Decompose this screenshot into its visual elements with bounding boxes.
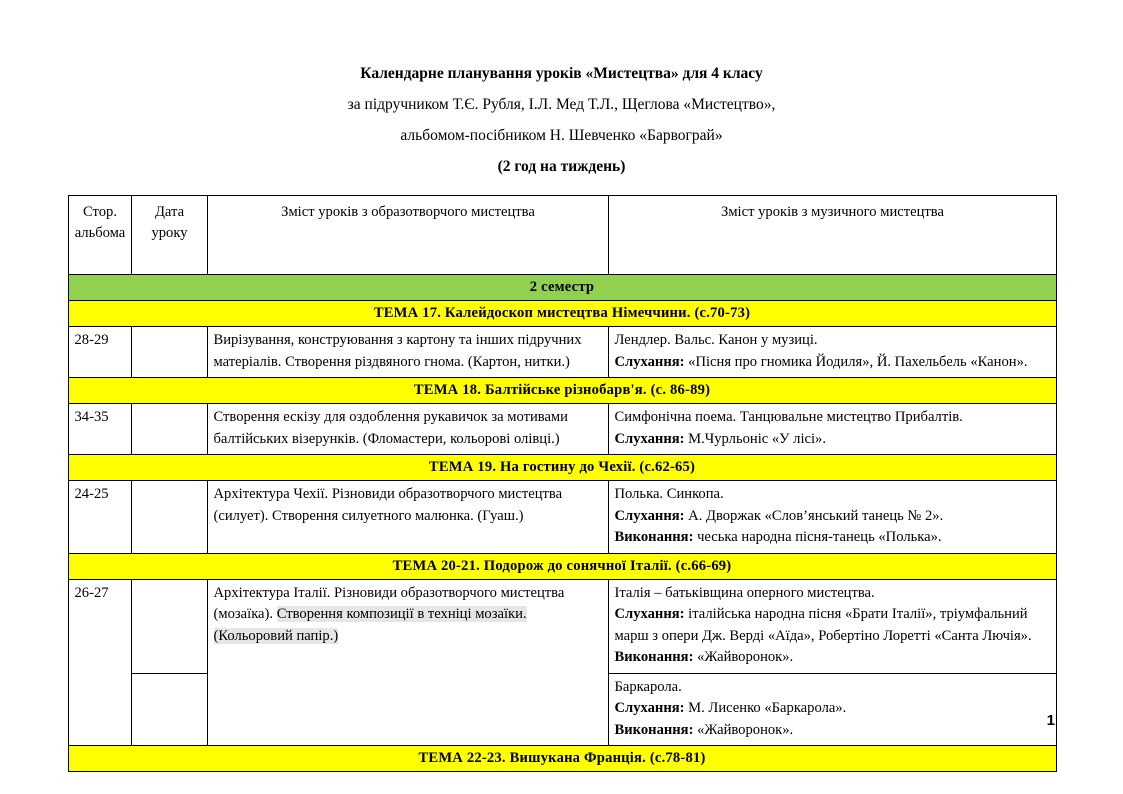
row-music-content (608, 673, 1056, 746)
row-pages: 26-27 (68, 579, 131, 746)
row-date (131, 481, 207, 554)
theme-banner-label-17: ТЕМА 17. Калейдоскоп мистецтва Німеччини. (с.70-73) (68, 301, 1056, 327)
table-row (68, 404, 1056, 455)
row-art-content (207, 404, 608, 455)
semester-banner-row (68, 275, 1056, 301)
theme-banner-row (68, 746, 1056, 772)
row-date (131, 404, 207, 455)
document-title-line-2: за підручником Т.Є. Рубля, І.Л. Мед Т.Л., Щеглова «Мистецтво», (347, 96, 776, 113)
row-pages: 24-25 (68, 481, 131, 554)
plan-table-container (68, 195, 1056, 772)
theme-banner-label-18: ТЕМА 18. Балтійське різнобарв'я. (с. 86-89) (68, 378, 1056, 404)
music-label-performance: Виконання: (614, 721, 694, 738)
document-title-line-4: (2 год на тиждень) (497, 158, 626, 175)
music-label-listening: Слухання: (614, 507, 685, 524)
music-label-listening: Слухання: (614, 430, 685, 447)
row-music-content (608, 579, 1056, 673)
music-label-performance: Виконання: (614, 529, 694, 545)
row-art-content (207, 481, 608, 554)
row-pages: 34-35 (68, 404, 131, 455)
music-label-listening: Слухання: (614, 700, 685, 716)
document-heading (0, 0, 1123, 182)
music-label-listening: Слухання: (614, 606, 685, 622)
music-performance-text: чеська народна пісня-танець «Полька». (693, 529, 942, 545)
theme-banner-row (68, 378, 1056, 404)
table-row (68, 579, 1056, 673)
art-text-highlighted: Створення композиції в техніці мозаїки. (Кольоровий папір.) (213, 606, 527, 644)
theme-banner-row (68, 553, 1056, 579)
theme-banner-label-20-21: ТЕМА 20-21. Подорож до сонячної Італії. (с.66-69) (68, 553, 1056, 579)
music-text: Лендлер. Вальс. Канон у музиці. (614, 332, 818, 348)
theme-banner-label-19: ТЕМА 19. На гостину до Чехії. (с.62-65) (68, 455, 1056, 481)
row-music-content (608, 481, 1056, 554)
music-listening-text: М. Лисенко «Баркарола». (684, 700, 847, 716)
theme-banner-label-22-23: ТЕМА 22-23. Вишукана Франція. (с.78-81) (68, 746, 1056, 772)
header-col-date: Дата уроку (131, 196, 207, 275)
page-number: 1 (1046, 712, 1055, 729)
header-col-music: Зміст уроків з музичного мистецтва (608, 196, 1056, 275)
header-col-art: Зміст уроків з образотворчого мистецтва (207, 196, 608, 275)
theme-banner-row (68, 301, 1056, 327)
music-listening-text: М.Чурльоніс «У лісі». (684, 430, 826, 447)
table-row (68, 327, 1056, 378)
art-text: Архітектура Чехії. Різновиди образотворчого мистецтва (силует). Створення силуетного малюнка. (Гуаш.) (213, 486, 563, 524)
music-label-performance: Виконання: (614, 649, 694, 665)
header-col-page: Стор. альбома (68, 196, 131, 275)
row-date (131, 673, 207, 746)
document-title-line-3: альбомом-посібником Н. Шевченко «Барвограй» (400, 127, 723, 144)
row-pages: 28-29 (68, 327, 131, 378)
music-performance-text: «Жайворонок». (693, 649, 794, 665)
row-music-content (608, 404, 1056, 455)
lesson-plan-table (68, 195, 1057, 772)
music-listening-text: італійська народна пісня «Брати Італії», тріумфальний марш з опери Дж. Верді «Аїда», Робертіно Лоретті «Санта Лючія». (614, 606, 1032, 644)
row-art-content (207, 579, 608, 746)
table-row (68, 481, 1056, 554)
music-text: Симфонічна поема. Танцювальне мистецтво Прибалтів. (614, 409, 963, 425)
table-header-row (68, 196, 1056, 275)
music-listening-text: А. Дворжак «Слов’янський танець № 2». (684, 507, 944, 524)
music-text: Баркарола. (614, 678, 682, 695)
music-text: Італія – батьківщина оперного мистецтва. (614, 584, 875, 601)
music-label-listening: Слухання: (614, 353, 685, 370)
music-performance-text: «Жайворонок». (693, 721, 794, 738)
row-date (131, 327, 207, 378)
document-title-line-1: Календарне планування уроків «Мистецтва» для 4 класу (360, 65, 763, 82)
art-text: Вирізування, конструювання з картону та інших підручних матеріалів. Створення різдвяного гнома. (Картон, нитки.) (213, 332, 582, 370)
art-text: Архітектура Італії. Різновиди образотворчого мистецтва (мозаїка). (213, 584, 565, 622)
row-art-content (207, 327, 608, 378)
music-text: Полька. Синкопа. (614, 486, 724, 502)
art-text: Створення ескізу для оздоблення рукавичок за мотивами балтійських візерунків. (Фломастери, кольорові олівці.) (213, 409, 568, 447)
music-listening-text: «Пісня про гномика Йодиля», Й. Пахельбель «Канон». (684, 353, 1028, 370)
theme-banner-row (68, 455, 1056, 481)
row-music-content (608, 327, 1056, 378)
semester-banner-label: 2 семестр (68, 275, 1056, 301)
row-date (131, 579, 207, 673)
